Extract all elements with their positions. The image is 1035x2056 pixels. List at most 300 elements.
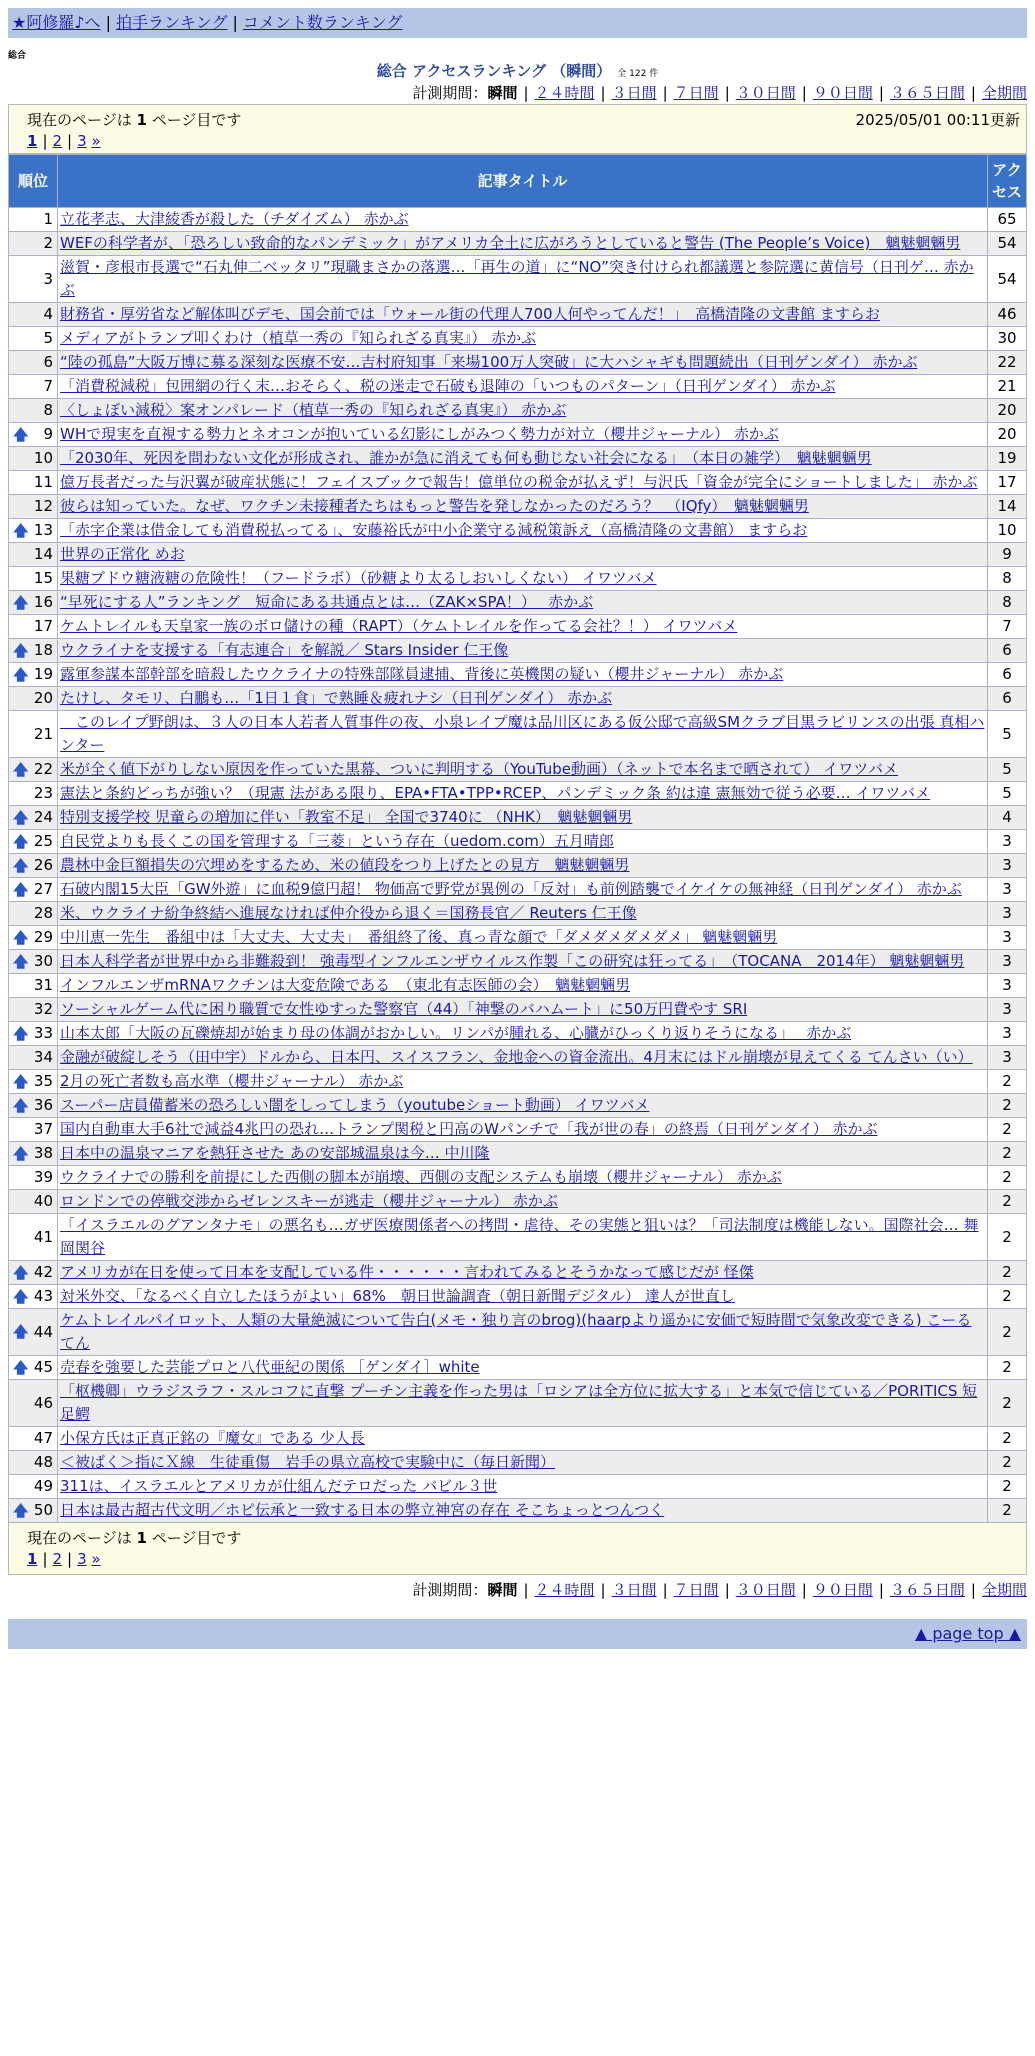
rank-number: 42 — [33, 1263, 53, 1281]
rank-cell — [9, 495, 58, 519]
table-row — [9, 471, 1027, 495]
table-row — [9, 495, 1027, 519]
rank-number: 3 — [43, 269, 53, 288]
period-selector-top — [8, 82, 1027, 104]
period-option-0[interactable]: ２４時間 — [534, 1581, 595, 1599]
table-row — [9, 711, 1027, 758]
rank-number: 17 — [33, 617, 53, 635]
period-option-4[interactable]: ９０日間 — [812, 84, 873, 102]
access-count: 19 — [988, 447, 1027, 471]
title-cell — [58, 687, 988, 711]
rank-number: 48 — [33, 1453, 53, 1471]
rank-cell — [9, 998, 58, 1022]
period-option-1[interactable]: ３日間 — [611, 84, 657, 102]
rank-cell — [9, 639, 58, 663]
access-count: 2 — [988, 1190, 1027, 1214]
period-option-1[interactable]: ３日間 — [611, 1581, 657, 1599]
rank-number: 35 — [33, 1072, 53, 1090]
page-next-link[interactable]: » — [91, 1550, 101, 1568]
rank-number: 44 — [33, 1322, 53, 1341]
access-count: 2 — [988, 1142, 1027, 1166]
rank-cell — [9, 663, 58, 687]
title-cell — [58, 1475, 988, 1499]
home-link[interactable]: ★阿修羅♪へ — [12, 13, 101, 32]
rank-cell — [9, 1380, 58, 1427]
article-link[interactable]: 「消費税減税」包囲網の行く末…おそらく、税の迷走で石破も退陣の「いつものパターン」（日刊ゲンダイ） 赤かぶ — [60, 377, 836, 395]
article-link[interactable]: ＜被ばく＞指にＸ線 生徒重傷 岩手の県立高校で実験中に（毎日新聞） — [60, 1453, 556, 1471]
access-count: 8 — [988, 567, 1027, 591]
table-row — [9, 423, 1027, 447]
title-cell — [58, 1094, 988, 1118]
article-link[interactable]: 売春を強要した芸能プロと八代亜紀の関係 ［ゲンダイ］white — [60, 1358, 480, 1376]
table-row — [9, 1285, 1027, 1309]
title-cell — [58, 303, 988, 327]
access-count: 2 — [988, 1285, 1027, 1309]
title-cell — [58, 1118, 988, 1142]
article-link[interactable]: ウクライナを支援する「有志連合」を解説／ Stars Insider 仁王像 — [60, 641, 509, 659]
access-count: 10 — [988, 519, 1027, 543]
rank-number: 34 — [33, 1048, 53, 1066]
rank-number: 12 — [33, 497, 53, 515]
rank-cell — [9, 567, 58, 591]
rank-number: 21 — [33, 724, 53, 743]
period-separator: | — [724, 1581, 730, 1599]
access-count: 2 — [988, 1118, 1027, 1142]
period-option-0[interactable]: ２４時間 — [534, 84, 595, 102]
access-count: 6 — [988, 639, 1027, 663]
rank-number: 11 — [33, 473, 53, 491]
title-cell — [58, 256, 988, 303]
article-link[interactable]: 米、ウクライナ紛争終結へ進展なければ仲介役から退く＝国務長官／ Reuters 仁王像 — [60, 904, 637, 922]
rank-number: 25 — [33, 832, 53, 850]
nav-separator: | — [105, 13, 111, 32]
article-link[interactable]: 「イスラエルのグアンタナモ」の悪名も…ガザ医療関係者への拷問・虐待、その実態と狙いは？「司法制度は機能しない。国際社会… 舞岡関谷 — [60, 1216, 979, 1257]
title-cell — [58, 519, 988, 543]
rank-cell — [9, 974, 58, 998]
rank-cell — [9, 351, 58, 375]
access-count: 65 — [988, 208, 1027, 232]
access-count: 3 — [988, 974, 1027, 998]
rank-number: 31 — [33, 976, 53, 994]
rank-number: 5 — [43, 329, 53, 347]
article-link[interactable]: WHで現実を直視する勢力とネオコンが抱いている幻影にしがみつく勢力が対立（櫻井ジャーナル） 赤かぶ — [60, 425, 779, 443]
access-count: 5 — [988, 758, 1027, 782]
rank-cell — [9, 375, 58, 399]
rank-cell — [9, 1285, 58, 1309]
period-option-5[interactable]: ３６５日間 — [889, 1581, 965, 1599]
article-link[interactable]: メディアがトランプ叩くわけ（植草一秀の『知られざる真実』） 赤かぶ — [60, 329, 537, 347]
period-separator: | — [970, 1581, 976, 1599]
col-title-header: 記事タイトル — [58, 155, 988, 208]
article-link[interactable]: ソーシャルゲーム代に困り職質で女性ゆすった警察官（44）「神撃のバハムート」に50万円費やす SRI — [60, 1000, 748, 1018]
comment-ranking-link[interactable]: コメント数ランキング — [242, 13, 403, 32]
table-row — [9, 1142, 1027, 1166]
rank-number: 50 — [33, 1501, 53, 1519]
period-option-5[interactable]: ３６５日間 — [889, 84, 965, 102]
article-link[interactable]: 山本太郎「大阪の瓦礫焼却が始まり母の体調がおかしい。リンパが腫れる、心臓がひっくり返りそうになる」 赤かぶ — [60, 1024, 852, 1042]
rank-cell — [9, 1190, 58, 1214]
rank-number: 41 — [33, 1227, 53, 1246]
article-link[interactable]: 金融が破綻しそう（田中宇）ドルから、日本円、スイスフラン、金地金への資金流出。4月末にはドル崩壊が見えてくる てんさい（い） — [60, 1048, 973, 1066]
access-count: 2 — [988, 1427, 1027, 1451]
table-row — [9, 782, 1027, 806]
period-separator: | — [801, 1581, 807, 1599]
table-row — [9, 1427, 1027, 1451]
access-count: 22 — [988, 351, 1027, 375]
rank-cell — [9, 447, 58, 471]
up-arrow-icon: 🡅 — [13, 1263, 29, 1281]
table-row — [9, 208, 1027, 232]
table-row — [9, 1022, 1027, 1046]
rank-number: 28 — [33, 904, 53, 922]
page-top-link[interactable]: ▲ page top ▲ — [914, 1624, 1021, 1643]
up-arrow-icon: 🡅 — [13, 1501, 29, 1519]
page-link-current[interactable]: 1 — [27, 132, 38, 150]
table-row — [9, 1309, 1027, 1356]
ranking-table — [8, 154, 1027, 1523]
page-links — [27, 132, 1026, 150]
title-cell — [58, 1427, 988, 1451]
rank-cell — [9, 591, 58, 615]
rank-number: 2 — [43, 234, 53, 252]
access-count: 4 — [988, 806, 1027, 830]
rank-number: 37 — [33, 1120, 53, 1138]
rank-cell — [9, 232, 58, 256]
rank-number: 23 — [33, 784, 53, 802]
title-cell — [58, 1214, 988, 1261]
table-row — [9, 1046, 1027, 1070]
pager-top — [8, 104, 1027, 154]
title-cell — [58, 1285, 988, 1309]
period-option-2[interactable]: ７日間 — [673, 84, 719, 102]
period-separator: | — [724, 84, 730, 102]
title-cell — [58, 806, 988, 830]
article-link[interactable]: 中川恵一先生 番組中は「大丈夫、大丈夫」 番組終了後、真っ青な顔で「ダメダメダメダメ」 魑魅魍魎男 — [60, 928, 778, 946]
page-next-link[interactable]: » — [91, 132, 101, 150]
rank-number: 39 — [33, 1168, 53, 1186]
rank-cell — [9, 830, 58, 854]
title-cell — [58, 591, 988, 615]
article-link[interactable]: 自民党よりも長くこの国を管理する「三菱」という存在（uedom.com）五月晴郎 — [60, 832, 614, 850]
rank-number: 9 — [43, 425, 53, 443]
article-link[interactable]: 滋賀・彦根市長選で“石丸伸二ベッタリ”現職まさかの落選…「再生の道」に“NO”突き付けられ都議選と参院選に黄信号（日刊ゲ… 赤かぶ — [60, 258, 974, 299]
access-count: 2 — [988, 1261, 1027, 1285]
current-page-text: 現在のページは 1 ページ目です — [27, 1529, 242, 1547]
table-row — [9, 902, 1027, 926]
access-count: 2 — [988, 1309, 1027, 1356]
rank-cell — [9, 782, 58, 806]
table-row — [9, 758, 1027, 782]
article-link[interactable]: 311は、イスラエルとアメリカが仕組んだテロだった バビル３世 — [60, 1477, 498, 1495]
up-arrow-icon: 🡅 — [13, 641, 29, 659]
access-count: 30 — [988, 327, 1027, 351]
ranking-title-row — [8, 60, 1027, 82]
access-count: 2 — [988, 1070, 1027, 1094]
article-link[interactable]: 「赤字企業は借金しても消費税払ってる」、安藤裕氏が中小企業守る減税策訴え（高橋清隆の文書館） ますらお — [60, 521, 808, 539]
table-row — [9, 1380, 1027, 1427]
page-link-2[interactable]: 2 — [52, 132, 63, 150]
article-link[interactable]: “早死にする人”ランキング 短命にある共通点とは…（ZAK×SPA！） 赤かぶ — [60, 593, 594, 611]
article-link[interactable]: 対米外交、「なるべく自立したほうがよい」68% 朝日世論調査（朝日新聞デジタル） 達人が世直し — [60, 1287, 735, 1305]
article-link[interactable]: たけし、タモリ、白鵬も…「1日１食」で熟睡＆疲れナシ（日刊ゲンダイ） 赤かぶ — [60, 689, 613, 707]
title-cell — [58, 926, 988, 950]
rank-cell — [9, 208, 58, 232]
rank-number: 32 — [33, 1000, 53, 1018]
article-link[interactable]: 日本中の温泉マニアを熱狂させた あの安部城温泉は今… 中川隆 — [60, 1144, 490, 1162]
access-count: 20 — [988, 423, 1027, 447]
nav-separator: | — [232, 13, 238, 32]
title-cell — [58, 1356, 988, 1380]
period-separator: | — [878, 84, 884, 102]
up-arrow-icon: 🡅 — [13, 1322, 29, 1341]
page-link-3[interactable]: 3 — [77, 1550, 87, 1568]
period-option-2[interactable]: ７日間 — [673, 1581, 719, 1599]
title-cell — [58, 830, 988, 854]
rank-number: 16 — [33, 593, 53, 611]
article-link[interactable]: 果糖ブドウ糖液糖の危険性！（フードラボ）（砂糖より太るしおいしくない） イワツバメ — [60, 569, 657, 587]
rank-number: 30 — [33, 952, 53, 970]
rank-number: 27 — [33, 880, 53, 898]
access-count: 54 — [988, 232, 1027, 256]
up-arrow-icon: 🡅 — [13, 808, 29, 826]
period-option-3[interactable]: ３０日間 — [735, 84, 796, 102]
rank-cell — [9, 687, 58, 711]
access-count: 9 — [988, 543, 1027, 567]
bottom-bar — [8, 1619, 1027, 1649]
rank-cell — [9, 423, 58, 447]
up-arrow-icon: 🡅 — [13, 1072, 29, 1090]
article-link[interactable]: “陸の孤島”大阪万博に募る深刻な医療不安…吉村府知事「来場100万人突破」に大ハシャギも問題続出（日刊ゲンダイ） 赤かぶ — [60, 353, 918, 371]
table-row — [9, 830, 1027, 854]
table-row — [9, 806, 1027, 830]
table-row — [9, 687, 1027, 711]
title-cell — [58, 327, 988, 351]
title-cell — [58, 1451, 988, 1475]
up-arrow-icon: 🡅 — [13, 880, 29, 898]
article-link[interactable]: 彼らは知っていた。なぜ、ワクチン未接種者たちはもっと警告を発しなかったのだろう？ （IQfy） 魑魅魍魎男 — [60, 497, 809, 515]
table-row — [9, 1070, 1027, 1094]
rank-number: 29 — [33, 928, 53, 946]
period-option-3[interactable]: ３０日間 — [735, 1581, 796, 1599]
title-cell — [58, 1380, 988, 1427]
rank-cell — [9, 1309, 58, 1356]
period-separator: | — [801, 84, 807, 102]
rank-number: 1 — [43, 210, 53, 228]
up-arrow-icon: 🡅 — [13, 1096, 29, 1114]
title-cell — [58, 615, 988, 639]
article-link[interactable]: スーパー店員備蓄米の恐ろしい闇をしってしまう（youtubeショート動画） イワツバメ — [60, 1096, 650, 1114]
period-selector-bottom — [8, 1579, 1027, 1601]
page-link-2[interactable]: 2 — [52, 1550, 63, 1568]
page-link-3[interactable]: 3 — [77, 132, 87, 150]
table-row — [9, 543, 1027, 567]
title-cell — [58, 998, 988, 1022]
up-arrow-icon: 🡅 — [13, 1144, 29, 1162]
access-count: 2 — [988, 1094, 1027, 1118]
article-link[interactable]: 特別支援学校 児童らの増加に伴い「教室不足」 全国で3740に （NHK） 魑魅魍魎男 — [60, 808, 633, 826]
article-link[interactable]: ウクライナでの勝利を前提にした西側の脚本が崩壊、西側の支配システムも崩壊（櫻井ジャーナル） 赤かぶ — [60, 1168, 782, 1186]
title-cell — [58, 351, 988, 375]
article-link[interactable]: 農林中金巨額損失の穴埋めをするため、米の値段をつり上げたとの見方 魑魅魍魎男 — [60, 856, 630, 874]
rank-cell — [9, 327, 58, 351]
page-separator: | — [42, 1550, 48, 1568]
access-count: 54 — [988, 256, 1027, 303]
up-arrow-icon: 🡅 — [13, 760, 29, 778]
rank-cell — [9, 399, 58, 423]
article-link[interactable]: 億万長者だった与沢翼が破産状態に！フェイスブックで報告！億単位の税金が払えず！与沢氏「資金が完全にショートしました」 赤かぶ — [60, 473, 978, 491]
title-cell — [58, 758, 988, 782]
title-cell — [58, 1046, 988, 1070]
rank-cell — [9, 758, 58, 782]
table-row — [9, 1166, 1027, 1190]
page-link-current[interactable]: 1 — [27, 1550, 38, 1568]
access-count: 2 — [988, 1166, 1027, 1190]
title-cell — [58, 567, 988, 591]
table-row — [9, 399, 1027, 423]
article-link[interactable]: 国内自動車大手6社で減益4兆円の恐れ…トランプ関税と円高のWパンチで「我が世の春」の終焉（日刊ゲンダイ） 赤かぶ — [60, 1120, 878, 1138]
rank-cell — [9, 902, 58, 926]
ranking-title: 総合 アクセスランキング （瞬間） — [376, 62, 612, 80]
title-cell — [58, 423, 988, 447]
access-count: 17 — [988, 471, 1027, 495]
rank-number: 26 — [33, 856, 53, 874]
article-link[interactable]: 石破内閣15大臣「GW外遊」に血税9億円超！ 物価高で野党が異例の「反対」も前例踏襲でイケイケの無神経（日刊ゲンダイ） 赤かぶ — [60, 880, 962, 898]
article-link[interactable]: 憲法と条約どっちが強い？（現憲 法がある限り、EPA•FTA•TPP•RCEP、パンデミック条 約は違 憲無効で従う必要… イワツバメ — [60, 784, 931, 802]
ranking-rows — [9, 208, 1027, 1523]
table-row — [9, 950, 1027, 974]
access-count: 6 — [988, 687, 1027, 711]
page-separator: | — [67, 132, 73, 150]
article-link[interactable]: WEFの科学者が、「恐ろしい致命的なパンデミック」がアメリカ全土に広がろうとしていると警告 (The People’s Voice) 魑魅魍魎男 — [60, 234, 961, 252]
access-count: 6 — [988, 663, 1027, 687]
article-link[interactable]: 米が全く値下がりしない原因を作っていた黒幕、ついに判明する（YouTube動画）（ネットで本名まで晒されて） イワツバメ — [60, 760, 898, 778]
access-count: 46 — [988, 303, 1027, 327]
rank-cell — [9, 1022, 58, 1046]
period-separator: | — [662, 84, 668, 102]
period-option-6[interactable]: 全期間 — [981, 1581, 1027, 1599]
section-label: 総合 — [8, 51, 27, 61]
rank-cell — [9, 1451, 58, 1475]
period-separator: | — [662, 1581, 668, 1599]
article-link[interactable]: 「枢機卿」ウラジスラフ・スルコフに直撃 プーチン主義を作った男は「ロシアは全方位に拡大する」と本気で信じている／PORITICS 短足鰐 — [60, 1382, 978, 1423]
title-cell — [58, 471, 988, 495]
article-link[interactable]: 財務省・厚労省など解体叫びデモ、国会前では「ウォール街の代理人700人何やってんだ！」 高橋清隆の文書館 ますらお — [60, 305, 880, 323]
table-row — [9, 878, 1027, 902]
period-separator: | — [878, 1581, 884, 1599]
table-row — [9, 663, 1027, 687]
rank-number: 7 — [43, 377, 53, 395]
access-count: 2 — [988, 1380, 1027, 1427]
rank-cell — [9, 806, 58, 830]
rank-number: 40 — [33, 1192, 53, 1210]
period-label: 計測期間： — [412, 84, 488, 102]
article-link[interactable]: 日本人科学者が世界中から非難殺到！ 強毒型インフルエンザウイルス作製「この研究は狂ってる」 （TOCANA 2014年） 魑魅魍魎男 — [60, 952, 965, 970]
period-separator: | — [970, 84, 976, 102]
access-count: 3 — [988, 1046, 1027, 1070]
col-rank-header: 順位 — [9, 155, 58, 208]
article-link[interactable]: 世界の正常化 めお — [60, 545, 185, 563]
table-row — [9, 1190, 1027, 1214]
article-link[interactable]: 2月の死亡者数も高水準（櫻井ジャーナル） 赤かぶ — [60, 1072, 404, 1090]
article-link[interactable]: 〈しょぼい減税〉案オンパレード（植草一秀の『知られざる真実』） 赤かぶ — [60, 401, 567, 419]
table-row — [9, 447, 1027, 471]
title-cell — [58, 1166, 988, 1190]
rank-cell — [9, 926, 58, 950]
access-count: 3 — [988, 926, 1027, 950]
page-separator: | — [67, 1550, 73, 1568]
article-link[interactable]: ケムトレイルも天皇家一族のボロ儲けの種（RAPT）（ケムトレイルを作ってる会社？！） イワツバメ — [60, 617, 738, 635]
table-row — [9, 1499, 1027, 1523]
title-cell — [58, 1190, 988, 1214]
rank-number: 36 — [33, 1096, 53, 1114]
title-cell — [58, 1261, 988, 1285]
table-row — [9, 1475, 1027, 1499]
title-cell — [58, 854, 988, 878]
article-link[interactable]: 小保方氏は正真正銘の『魔女』である 少人長 — [60, 1429, 365, 1447]
article-link[interactable]: 立花孝志、大津綾香が殺した（チダイズム） 赤かぶ — [60, 210, 409, 228]
article-link[interactable]: 日本は最古超古代文明／ホピ伝承と一致する日本の弊立神宮の存在 そこちょっとつんつく — [60, 1501, 665, 1519]
table-row — [9, 232, 1027, 256]
title-cell — [58, 902, 988, 926]
top-nav-bar — [8, 8, 1027, 38]
period-current: 瞬間 — [487, 1581, 518, 1599]
article-link[interactable]: インフルエンザmRNAワクチンは大変危険である （東北有志医師の会） 魑魅魍魎男 — [60, 976, 631, 994]
article-link[interactable]: このレイプ野朗は、３人の日本人若者人質事件の夜、小泉レイプ魔は品川区にある仮公邸で高級SMクラブ目黒ラビリンスの出張 真相ハンター — [60, 713, 985, 754]
rank-cell — [9, 1166, 58, 1190]
period-option-4[interactable]: ９０日間 — [812, 1581, 873, 1599]
period-option-6[interactable]: 全期間 — [981, 84, 1027, 102]
access-count: 2 — [988, 1475, 1027, 1499]
rank-number: 22 — [33, 760, 53, 778]
rank-number: 24 — [33, 808, 53, 826]
rank-number: 38 — [33, 1144, 53, 1162]
rank-number: 6 — [43, 353, 53, 371]
up-arrow-icon: 🡅 — [13, 928, 29, 946]
access-count: 3 — [988, 998, 1027, 1022]
rank-number: 33 — [33, 1024, 53, 1042]
title-cell — [58, 447, 988, 471]
title-cell — [58, 1022, 988, 1046]
applause-ranking-link[interactable]: 拍手ランキング — [115, 13, 228, 32]
rank-number: 19 — [33, 665, 53, 683]
rank-number: 46 — [33, 1393, 53, 1412]
rank-number: 49 — [33, 1477, 53, 1495]
article-link[interactable]: アメリカが在日を使って日本を支配している件・・・・・・言われてみるとそうかなって感じだが 怪傑 — [60, 1263, 754, 1281]
article-link[interactable]: 「2030年、死因を問わない文化が形成され、誰かが急に消えても何も動じない社会になる」 （本日の雑学） 魑魅魍魎男 — [60, 449, 872, 467]
article-link[interactable]: ケムトレイルパイロット、人類の大量絶滅について告白(メモ・独り言のbrog)(haarpより遥かに安価で短時間で気象改変できる) こーるてん — [60, 1311, 972, 1352]
title-cell — [58, 878, 988, 902]
article-link[interactable]: 露軍参謀本部幹部を暗殺したウクライナの特殊部隊員逮捕、背後に英機関の疑い（櫻井ジャーナル） 赤かぶ — [60, 665, 784, 683]
total-count: 全 122 件 — [617, 69, 659, 79]
up-arrow-icon: 🡅 — [13, 856, 29, 874]
table-row — [9, 639, 1027, 663]
rank-number: 15 — [33, 569, 53, 587]
current-page-text: 現在のページは 1 ページ目です — [27, 111, 242, 129]
up-arrow-icon: 🡅 — [13, 952, 29, 970]
period-separator: | — [600, 84, 606, 102]
table-row — [9, 351, 1027, 375]
table-row — [9, 1261, 1027, 1285]
period-separator: | — [600, 1581, 606, 1599]
table-row — [9, 615, 1027, 639]
article-link[interactable]: ロンドンでの停戦交渉からゼレンスキーが逃走（櫻井ジャーナル） 赤かぶ — [60, 1192, 558, 1210]
rank-cell — [9, 519, 58, 543]
access-count: 5 — [988, 782, 1027, 806]
rank-cell — [9, 471, 58, 495]
access-count: 7 — [988, 615, 1027, 639]
title-cell — [58, 1070, 988, 1094]
table-row — [9, 974, 1027, 998]
